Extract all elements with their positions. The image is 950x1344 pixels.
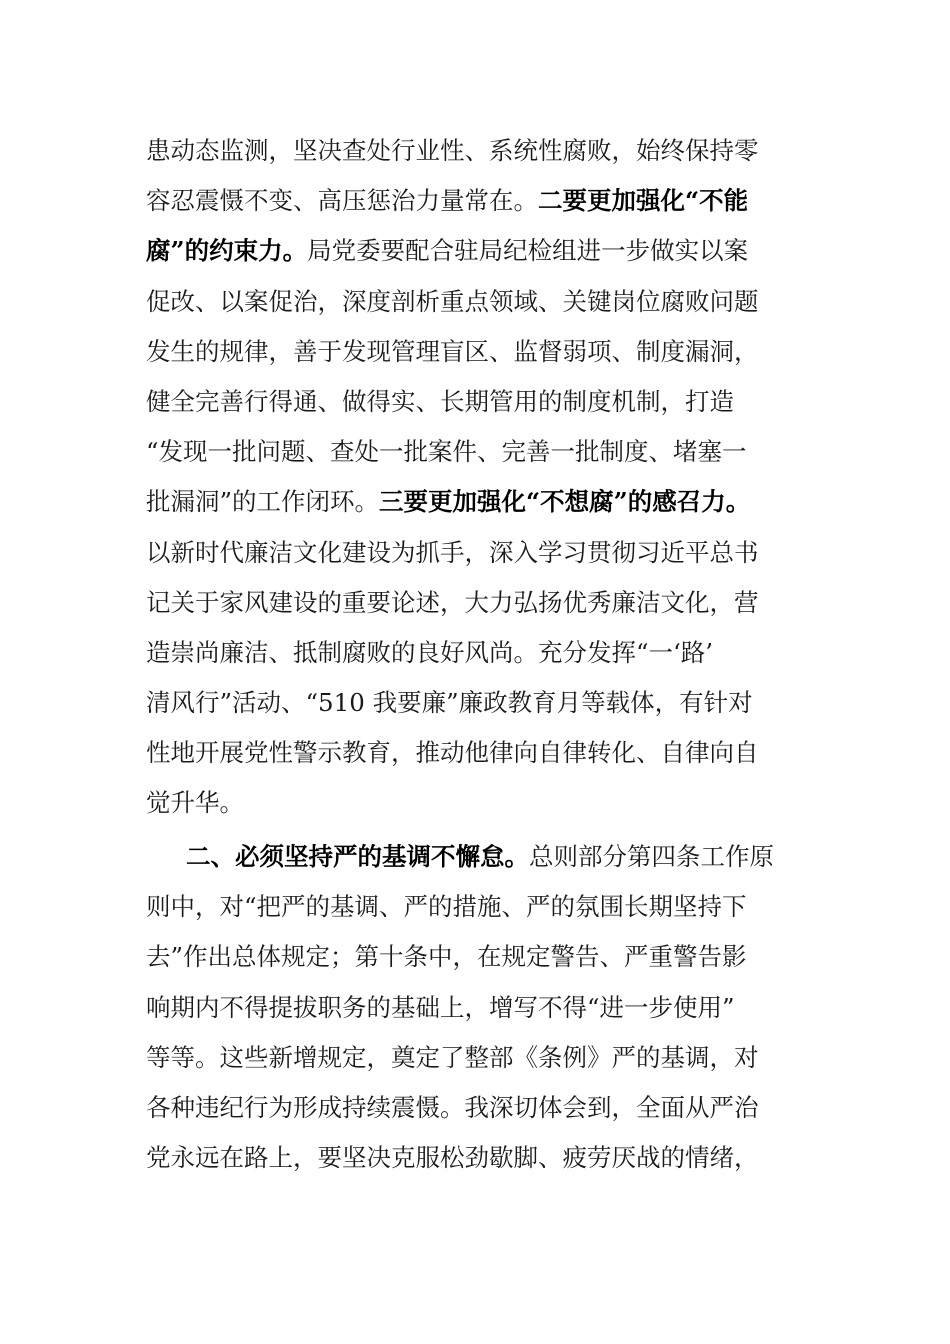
text-line [146,832,806,882]
text-line [146,932,806,982]
text-segment: “发现一批问题、查处一批案件、完善一批制度、堵塞一 [146,437,747,467]
text-line [146,1033,806,1083]
text-line [146,427,806,477]
text-line [146,983,806,1033]
text-segment: 性地开展党性警示教育，推动他律向自律转化、自律向自 [146,738,759,768]
text-line [146,778,806,828]
text-segment: 各种违纪行为形成持续震慑。我深切体会到，全面从严治 [146,1092,759,1122]
bold-text-segment: 三要更加强化“不想腐”的感召力。 [379,487,751,517]
bold-text-segment: 腐”的约束力。 [146,236,308,266]
text-line [146,277,806,327]
paragraph-1 [146,126,806,829]
bold-text-segment: 二、必须坚持严的基调不懈怠。 [186,842,529,871]
bold-text-segment: 二要更加强化“不能 [538,186,749,216]
text-line [146,728,806,778]
text-line [146,327,806,377]
text-segment: 去”作出总体规定；第十条中，在规定警告、严重警告影 [146,942,747,972]
text-segment: 响期内不得提拔职务的基础上，增写不得“进一步使用” [146,992,735,1022]
text-segment: 等等。这些新增规定，奠定了整部《条例》严的基调，对 [146,1042,759,1072]
text-line [146,882,806,932]
text-segment: 容忍震慑不变、高压惩治力量常在。 [146,186,538,216]
text-segment: 发生的规律，善于发现管理盲区、监督弱项、制度漏洞， [146,336,759,366]
text-segment: 清风行”活动、“510 我要廉”廉政教育月等载体，有针对 [146,688,753,718]
text-line [146,1133,806,1183]
text-line [146,528,806,578]
text-line [146,578,806,628]
text-line [146,1083,806,1133]
text-line [146,176,806,226]
text-segment: 觉升华。 [146,788,244,818]
text-segment: 促改、以案促治，深度剖析重点领域、关键岗位腐败问题 [146,286,759,316]
text-line [146,678,806,728]
text-line [146,628,806,678]
text-segment: 总则部分第四条工作原 [529,842,774,871]
text-segment: 记关于家风建设的重要论述，大力弘扬优秀廉洁文化，营 [146,587,759,617]
text-segment: 健全完善行得通、做得实、长期管用的制度机制，打造 [146,386,734,416]
text-segment: 患动态监测，坚决查处行业性、系统性腐败，始终保持零 [146,136,759,165]
text-line [146,226,806,276]
text-line [146,377,806,427]
text-line [146,126,806,176]
text-line [146,477,806,527]
paragraph-2 [146,832,806,1183]
text-segment: 以新时代廉洁文化建设为抓手，深入学习贯彻习近平总书 [146,537,759,567]
text-segment: 党永远在路上，要坚决克服松劲歇脚、疲劳厌战的情绪， [146,1143,759,1173]
text-segment: 局党委要配合驻局纪检组进一步做实以案 [307,236,749,266]
text-segment: 则中，对“把严的基调、严的措施、严的氛围长期坚持下 [146,892,747,922]
text-segment: 造崇尚廉洁、抵制腐败的良好风尚。充分发挥“一‘路’ [146,637,714,667]
text-segment: 批漏洞”的工作闭环。 [146,487,380,517]
